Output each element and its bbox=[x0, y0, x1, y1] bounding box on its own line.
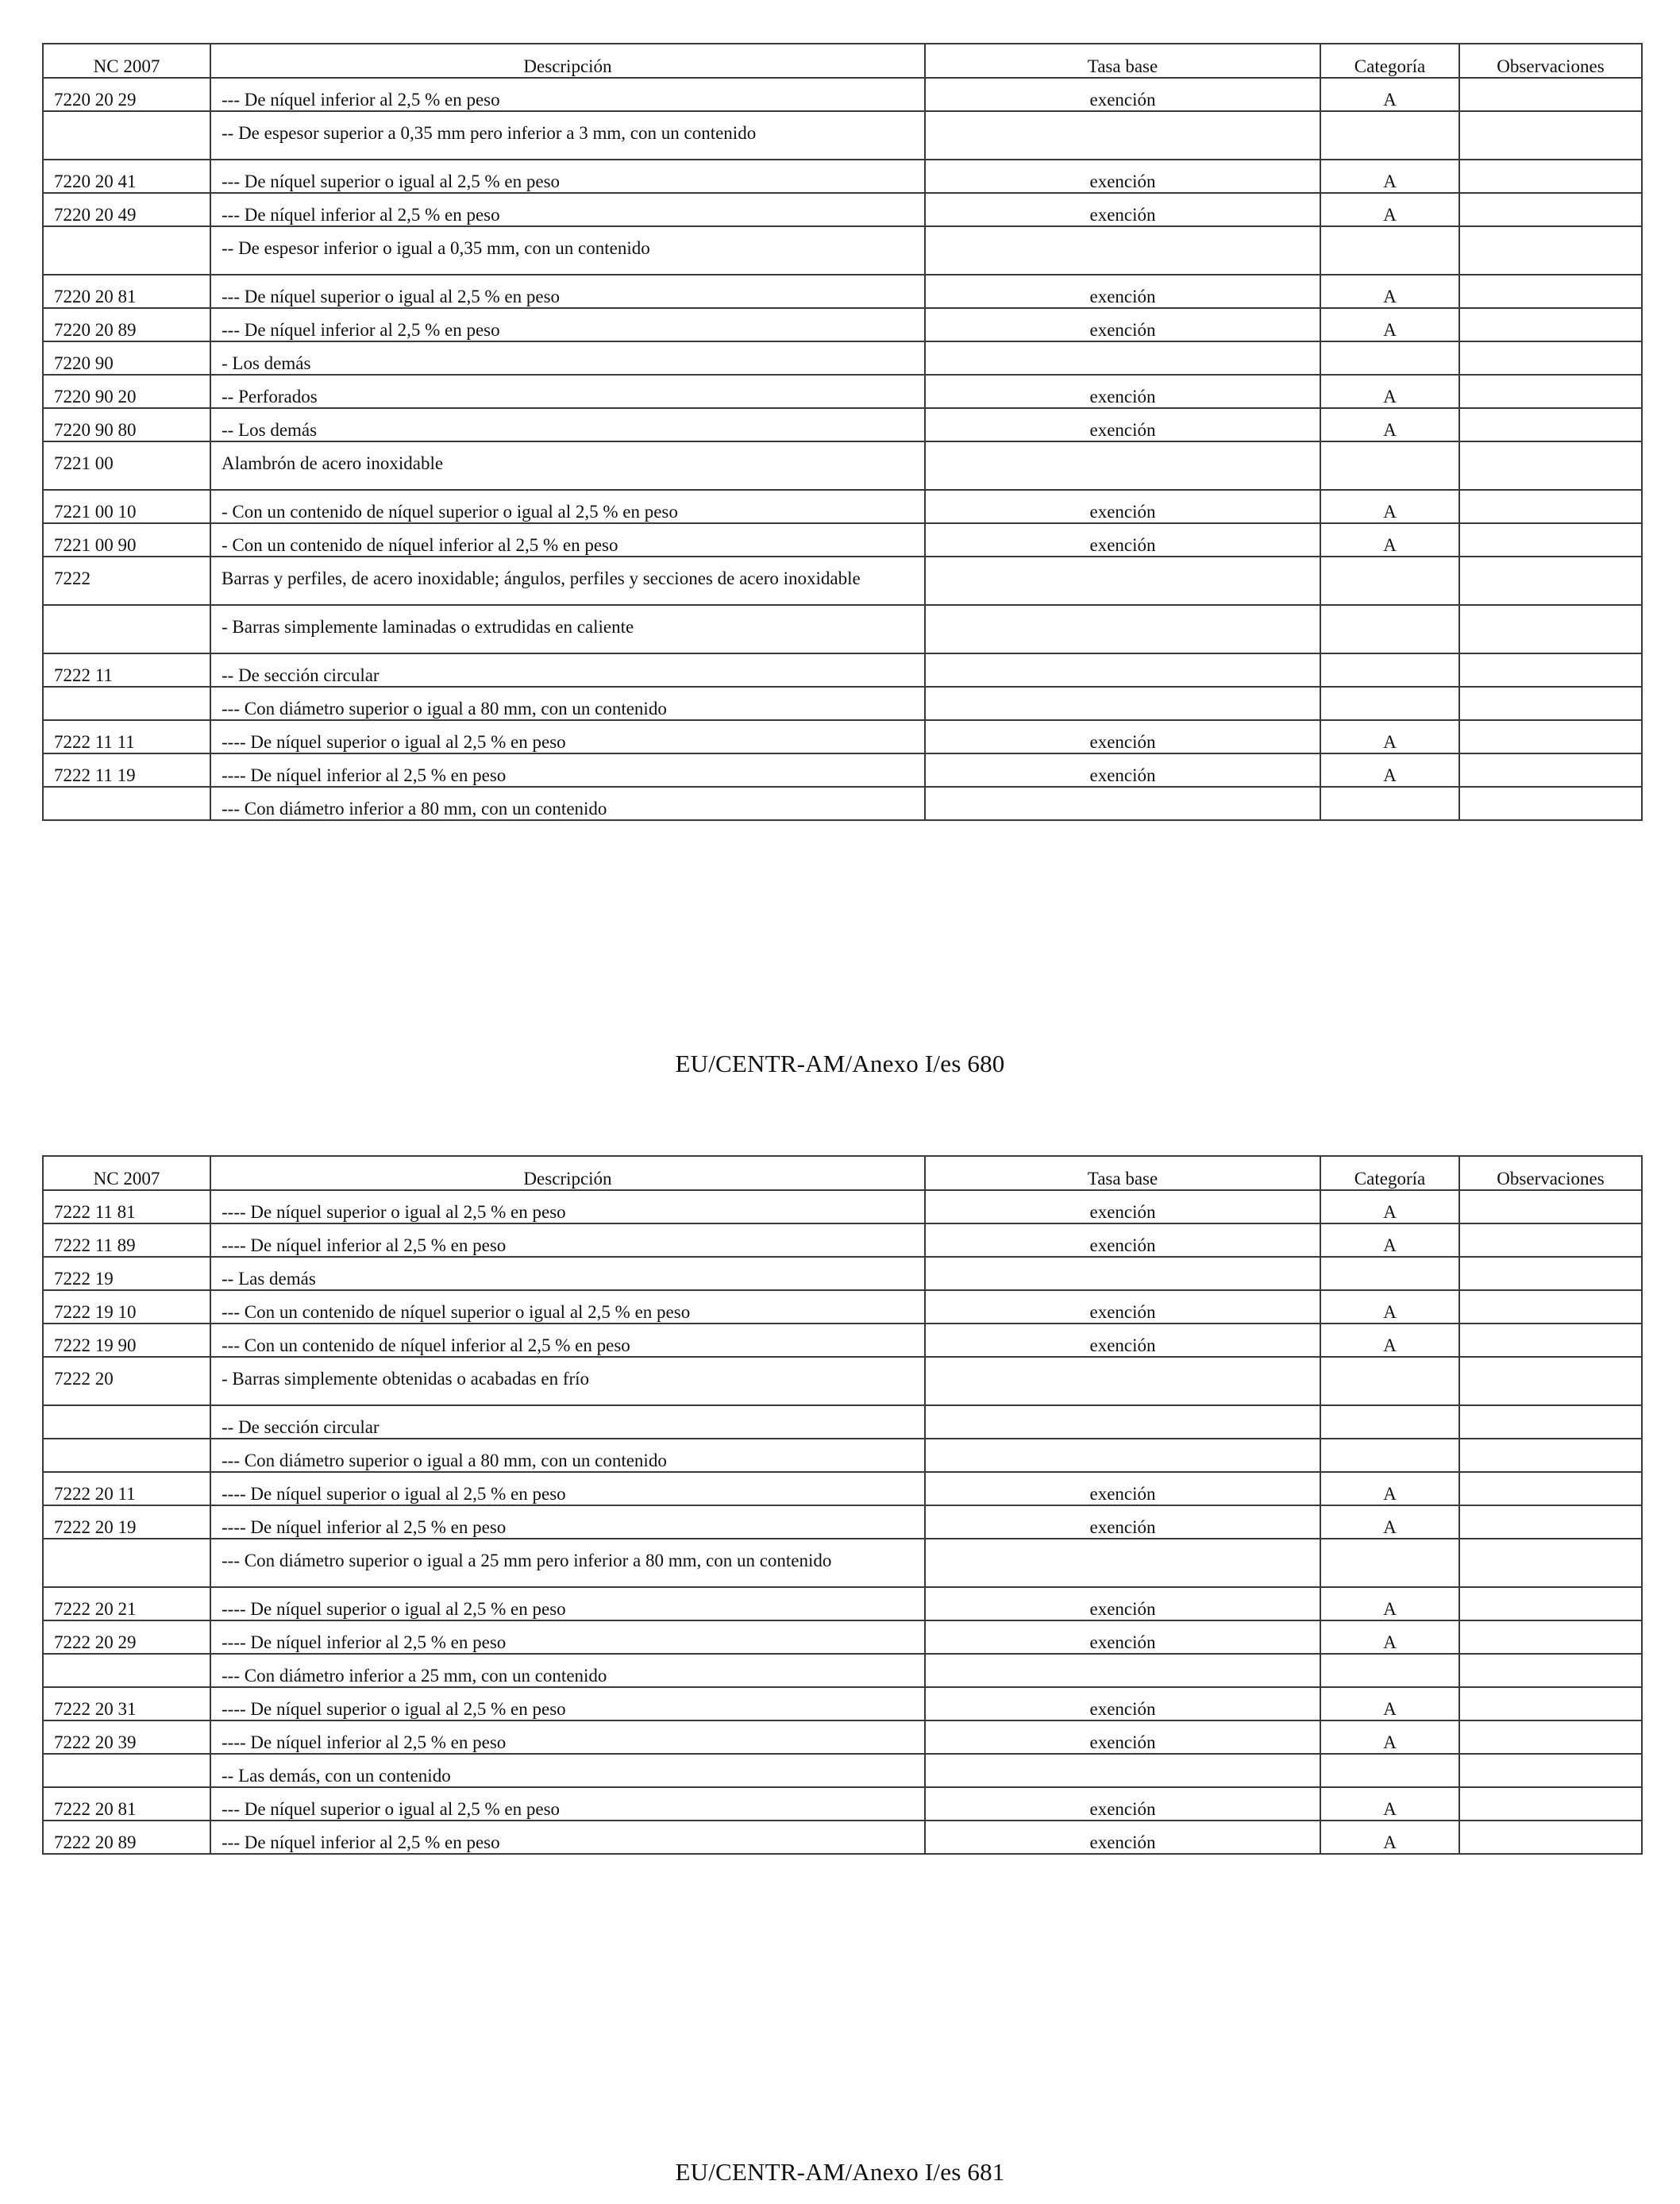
table-row bbox=[43, 753, 1642, 787]
cell-description: - Los demás bbox=[210, 341, 925, 375]
cell-description: --- Con un contenido de níquel superior o igual al 2,5 % en peso bbox=[210, 1290, 925, 1324]
cell-observations bbox=[1459, 193, 1642, 226]
cell-nc: 7220 90 bbox=[43, 341, 210, 375]
cell-observations bbox=[1459, 1439, 1642, 1472]
tariff-table bbox=[42, 1155, 1643, 1855]
cell-rate: exención bbox=[925, 1190, 1320, 1223]
table-row bbox=[43, 1587, 1642, 1620]
cell-rate: exención bbox=[925, 308, 1320, 341]
cell-category bbox=[1320, 441, 1459, 490]
cell-nc bbox=[43, 1405, 210, 1439]
cell-nc: 7222 20 89 bbox=[43, 1821, 210, 1854]
cell-observations bbox=[1459, 408, 1642, 441]
cell-category: A bbox=[1320, 78, 1459, 111]
table-row bbox=[43, 1687, 1642, 1720]
cell-description: ---- De níquel superior o igual al 2,5 % en peso bbox=[210, 1190, 925, 1223]
cell-category: A bbox=[1320, 1720, 1459, 1754]
tariff-table bbox=[42, 43, 1643, 821]
cell-nc: 7222 20 bbox=[43, 1357, 210, 1405]
cell-rate bbox=[925, 1654, 1320, 1687]
cell-description: -- De espesor inferior o igual a 0,35 mm, con un contenido bbox=[210, 226, 925, 275]
cell-category: A bbox=[1320, 1587, 1459, 1620]
cell-nc: 7222 11 19 bbox=[43, 753, 210, 787]
cell-description: --- De níquel inferior al 2,5 % en peso bbox=[210, 308, 925, 341]
cell-observations bbox=[1459, 1754, 1642, 1787]
cell-rate: exención bbox=[925, 1787, 1320, 1821]
cell-observations bbox=[1459, 490, 1642, 523]
cell-rate: exención bbox=[925, 1687, 1320, 1720]
cell-description: -- Los demás bbox=[210, 408, 925, 441]
table-row bbox=[43, 1720, 1642, 1754]
cell-observations bbox=[1459, 78, 1642, 111]
cell-description: --- Con diámetro superior o igual a 25 mm pero inferior a 80 mm, con un contenido bbox=[210, 1539, 925, 1587]
cell-category: A bbox=[1320, 1620, 1459, 1654]
cell-category: A bbox=[1320, 1223, 1459, 1257]
cell-category: A bbox=[1320, 720, 1459, 753]
cell-description: - Barras simplemente laminadas o extrudidas en caliente bbox=[210, 605, 925, 653]
cell-rate: exención bbox=[925, 375, 1320, 408]
cell-nc bbox=[43, 1754, 210, 1787]
cell-observations bbox=[1459, 1290, 1642, 1324]
table-row bbox=[43, 160, 1642, 193]
cell-rate: exención bbox=[925, 78, 1320, 111]
header-description: Descripción bbox=[210, 1156, 925, 1190]
cell-observations bbox=[1459, 523, 1642, 557]
cell-rate: exención bbox=[925, 1620, 1320, 1654]
cell-description: - Barras simplemente obtenidas o acabadas en frío bbox=[210, 1357, 925, 1405]
table-row bbox=[43, 408, 1642, 441]
table-row bbox=[43, 1223, 1642, 1257]
cell-nc bbox=[43, 1654, 210, 1687]
cell-observations bbox=[1459, 111, 1642, 160]
cell-nc: 7220 90 20 bbox=[43, 375, 210, 408]
cell-observations bbox=[1459, 720, 1642, 753]
cell-description: -- Las demás bbox=[210, 1257, 925, 1290]
cell-observations bbox=[1459, 787, 1642, 820]
cell-rate: exención bbox=[925, 408, 1320, 441]
table-row bbox=[43, 605, 1642, 653]
cell-rate bbox=[925, 787, 1320, 820]
cell-rate: exención bbox=[925, 1472, 1320, 1505]
table-row bbox=[43, 226, 1642, 275]
header-category: Categoría bbox=[1320, 44, 1459, 78]
table-body bbox=[43, 78, 1642, 820]
table-row bbox=[43, 1472, 1642, 1505]
cell-rate bbox=[925, 1257, 1320, 1290]
cell-nc bbox=[43, 111, 210, 160]
table-row bbox=[43, 275, 1642, 308]
cell-nc: 7222 20 39 bbox=[43, 1720, 210, 1754]
cell-nc: 7222 11 81 bbox=[43, 1190, 210, 1223]
cell-category bbox=[1320, 1405, 1459, 1439]
cell-nc: 7222 19 bbox=[43, 1257, 210, 1290]
table-row bbox=[43, 490, 1642, 523]
cell-observations bbox=[1459, 1620, 1642, 1654]
cell-rate bbox=[925, 441, 1320, 490]
cell-nc: 7220 20 49 bbox=[43, 193, 210, 226]
cell-rate: exención bbox=[925, 160, 1320, 193]
cell-description: ---- De níquel inferior al 2,5 % en peso bbox=[210, 1720, 925, 1754]
table-row bbox=[43, 1439, 1642, 1472]
cell-category bbox=[1320, 1357, 1459, 1405]
cell-observations bbox=[1459, 1539, 1642, 1587]
cell-nc bbox=[43, 1439, 210, 1472]
cell-rate: exención bbox=[925, 1720, 1320, 1754]
header-nc: NC 2007 bbox=[43, 44, 210, 78]
cell-category: A bbox=[1320, 160, 1459, 193]
table-row bbox=[43, 1539, 1642, 1587]
cell-rate: exención bbox=[925, 753, 1320, 787]
cell-nc: 7221 00 bbox=[43, 441, 210, 490]
table-row bbox=[43, 375, 1642, 408]
cell-observations bbox=[1459, 308, 1642, 341]
cell-category bbox=[1320, 605, 1459, 653]
cell-observations bbox=[1459, 605, 1642, 653]
cell-description: --- De níquel superior o igual al 2,5 % en peso bbox=[210, 275, 925, 308]
page-footer: EU/CENTR-AM/Anexo I/es 681 bbox=[675, 2158, 1005, 2186]
cell-description: -- De sección circular bbox=[210, 653, 925, 687]
cell-rate bbox=[925, 341, 1320, 375]
cell-description: ---- De níquel inferior al 2,5 % en peso bbox=[210, 753, 925, 787]
cell-category bbox=[1320, 1257, 1459, 1290]
cell-category bbox=[1320, 1439, 1459, 1472]
cell-category bbox=[1320, 1754, 1459, 1787]
cell-nc: 7222 11 bbox=[43, 653, 210, 687]
cell-observations bbox=[1459, 341, 1642, 375]
cell-description: Alambrón de acero inoxidable bbox=[210, 441, 925, 490]
cell-category: A bbox=[1320, 1290, 1459, 1324]
table-row bbox=[43, 1754, 1642, 1787]
cell-description: --- De níquel inferior al 2,5 % en peso bbox=[210, 193, 925, 226]
cell-category: A bbox=[1320, 408, 1459, 441]
cell-description: --- De níquel inferior al 2,5 % en peso bbox=[210, 1821, 925, 1854]
cell-nc bbox=[43, 226, 210, 275]
table-header-row bbox=[43, 1156, 1642, 1190]
cell-description: -- Las demás, con un contenido bbox=[210, 1754, 925, 1787]
table-header-row bbox=[43, 44, 1642, 78]
cell-category bbox=[1320, 1654, 1459, 1687]
cell-observations bbox=[1459, 1223, 1642, 1257]
cell-nc bbox=[43, 787, 210, 820]
table-row bbox=[43, 1505, 1642, 1539]
cell-nc: 7222 19 10 bbox=[43, 1290, 210, 1324]
cell-nc: 7222 20 19 bbox=[43, 1505, 210, 1539]
table-row bbox=[43, 1821, 1642, 1854]
cell-category: A bbox=[1320, 375, 1459, 408]
cell-description: --- De níquel inferior al 2,5 % en peso bbox=[210, 78, 925, 111]
cell-rate: exención bbox=[925, 490, 1320, 523]
cell-category: A bbox=[1320, 1324, 1459, 1357]
cell-rate: exención bbox=[925, 1290, 1320, 1324]
cell-nc: 7222 20 31 bbox=[43, 1687, 210, 1720]
cell-category: A bbox=[1320, 1687, 1459, 1720]
table-row bbox=[43, 78, 1642, 111]
cell-rate: exención bbox=[925, 1587, 1320, 1620]
header-rate: Tasa base bbox=[925, 1156, 1320, 1190]
cell-observations bbox=[1459, 1654, 1642, 1687]
cell-description: ---- De níquel superior o igual al 2,5 % en peso bbox=[210, 1587, 925, 1620]
cell-observations bbox=[1459, 1787, 1642, 1821]
cell-observations bbox=[1459, 1324, 1642, 1357]
cell-nc: 7220 20 29 bbox=[43, 78, 210, 111]
cell-nc bbox=[43, 687, 210, 720]
header-category: Categoría bbox=[1320, 1156, 1459, 1190]
cell-description: - Con un contenido de níquel superior o igual al 2,5 % en peso bbox=[210, 490, 925, 523]
cell-description: --- Con diámetro inferior a 80 mm, con un contenido bbox=[210, 787, 925, 820]
cell-description: -- De espesor superior a 0,35 mm pero inferior a 3 mm, con un contenido bbox=[210, 111, 925, 160]
cell-nc: 7222 20 11 bbox=[43, 1472, 210, 1505]
cell-description: Barras y perfiles, de acero inoxidable; ángulos, perfiles y secciones de acero inoxidable bbox=[210, 557, 925, 605]
cell-nc: 7221 00 90 bbox=[43, 523, 210, 557]
cell-rate: exención bbox=[925, 1324, 1320, 1357]
page-footer: EU/CENTR-AM/Anexo I/es 680 bbox=[675, 1050, 1005, 1077]
cell-description: --- De níquel superior o igual al 2,5 % en peso bbox=[210, 160, 925, 193]
cell-nc: 7221 00 10 bbox=[43, 490, 210, 523]
table-row bbox=[43, 1290, 1642, 1324]
cell-observations bbox=[1459, 1257, 1642, 1290]
cell-description: --- Con diámetro inferior a 25 mm, con un contenido bbox=[210, 1654, 925, 1687]
cell-description: - Con un contenido de níquel inferior al 2,5 % en peso bbox=[210, 523, 925, 557]
table-row bbox=[43, 111, 1642, 160]
cell-observations bbox=[1459, 687, 1642, 720]
cell-description: -- De sección circular bbox=[210, 1405, 925, 1439]
cell-rate bbox=[925, 111, 1320, 160]
table-row bbox=[43, 1190, 1642, 1223]
table-body bbox=[43, 1190, 1642, 1854]
cell-observations bbox=[1459, 1505, 1642, 1539]
cell-category bbox=[1320, 787, 1459, 820]
cell-rate bbox=[925, 1539, 1320, 1587]
cell-nc: 7220 20 89 bbox=[43, 308, 210, 341]
cell-rate: exención bbox=[925, 275, 1320, 308]
table-row bbox=[43, 653, 1642, 687]
cell-observations bbox=[1459, 1587, 1642, 1620]
cell-description: ---- De níquel superior o igual al 2,5 % en peso bbox=[210, 1687, 925, 1720]
cell-nc: 7222 11 89 bbox=[43, 1223, 210, 1257]
cell-observations bbox=[1459, 1720, 1642, 1754]
cell-category: A bbox=[1320, 193, 1459, 226]
cell-nc: 7220 20 81 bbox=[43, 275, 210, 308]
cell-observations bbox=[1459, 1405, 1642, 1439]
cell-observations bbox=[1459, 441, 1642, 490]
table-row bbox=[43, 1405, 1642, 1439]
cell-nc: 7222 20 21 bbox=[43, 1587, 210, 1620]
header-observations: Observaciones bbox=[1459, 1156, 1642, 1190]
cell-category bbox=[1320, 1539, 1459, 1587]
header-rate: Tasa base bbox=[925, 44, 1320, 78]
cell-category bbox=[1320, 653, 1459, 687]
cell-description: --- Con diámetro superior o igual a 80 mm, con un contenido bbox=[210, 1439, 925, 1472]
cell-rate bbox=[925, 1754, 1320, 1787]
cell-category bbox=[1320, 687, 1459, 720]
cell-category bbox=[1320, 111, 1459, 160]
table-row bbox=[43, 1787, 1642, 1821]
table-row bbox=[43, 1324, 1642, 1357]
table-row bbox=[43, 787, 1642, 820]
table-row bbox=[43, 687, 1642, 720]
cell-rate: exención bbox=[925, 1223, 1320, 1257]
cell-nc: 7222 11 11 bbox=[43, 720, 210, 753]
cell-category: A bbox=[1320, 1821, 1459, 1854]
cell-observations bbox=[1459, 1472, 1642, 1505]
cell-category: A bbox=[1320, 523, 1459, 557]
cell-category: A bbox=[1320, 275, 1459, 308]
cell-category: A bbox=[1320, 1505, 1459, 1539]
cell-nc: 7220 90 80 bbox=[43, 408, 210, 441]
header-nc: NC 2007 bbox=[43, 1156, 210, 1190]
cell-rate: exención bbox=[925, 720, 1320, 753]
cell-description: ---- De níquel superior o igual al 2,5 % en peso bbox=[210, 720, 925, 753]
cell-rate bbox=[925, 605, 1320, 653]
cell-category: A bbox=[1320, 1472, 1459, 1505]
cell-observations bbox=[1459, 753, 1642, 787]
table-row bbox=[43, 341, 1642, 375]
table-row bbox=[43, 1257, 1642, 1290]
cell-category: A bbox=[1320, 1787, 1459, 1821]
cell-rate bbox=[925, 653, 1320, 687]
cell-rate bbox=[925, 557, 1320, 605]
cell-description: ---- De níquel inferior al 2,5 % en peso bbox=[210, 1620, 925, 1654]
cell-category: A bbox=[1320, 490, 1459, 523]
cell-category: A bbox=[1320, 308, 1459, 341]
cell-category: A bbox=[1320, 753, 1459, 787]
cell-description: -- Perforados bbox=[210, 375, 925, 408]
cell-observations bbox=[1459, 1190, 1642, 1223]
cell-rate: exención bbox=[925, 193, 1320, 226]
cell-category: A bbox=[1320, 1190, 1459, 1223]
cell-rate bbox=[925, 1405, 1320, 1439]
table-row bbox=[43, 441, 1642, 490]
cell-rate: exención bbox=[925, 1505, 1320, 1539]
cell-description: --- De níquel superior o igual al 2,5 % en peso bbox=[210, 1787, 925, 1821]
cell-rate bbox=[925, 687, 1320, 720]
table-row bbox=[43, 193, 1642, 226]
cell-category bbox=[1320, 341, 1459, 375]
cell-rate: exención bbox=[925, 523, 1320, 557]
cell-nc: 7222 bbox=[43, 557, 210, 605]
cell-category bbox=[1320, 557, 1459, 605]
table-row bbox=[43, 308, 1642, 341]
cell-description: ---- De níquel superior o igual al 2,5 % en peso bbox=[210, 1472, 925, 1505]
cell-observations bbox=[1459, 1821, 1642, 1854]
cell-description: ---- De níquel inferior al 2,5 % en peso bbox=[210, 1505, 925, 1539]
header-description: Descripción bbox=[210, 44, 925, 78]
cell-observations bbox=[1459, 1357, 1642, 1405]
cell-description: --- Con diámetro superior o igual a 80 mm, con un contenido bbox=[210, 687, 925, 720]
cell-observations bbox=[1459, 653, 1642, 687]
cell-observations bbox=[1459, 160, 1642, 193]
cell-category bbox=[1320, 226, 1459, 275]
cell-observations bbox=[1459, 557, 1642, 605]
table-row bbox=[43, 1654, 1642, 1687]
table-row bbox=[43, 523, 1642, 557]
cell-observations bbox=[1459, 375, 1642, 408]
cell-nc: 7222 19 90 bbox=[43, 1324, 210, 1357]
cell-description: ---- De níquel inferior al 2,5 % en peso bbox=[210, 1223, 925, 1257]
cell-rate: exención bbox=[925, 1821, 1320, 1854]
cell-description: --- Con un contenido de níquel inferior al 2,5 % en peso bbox=[210, 1324, 925, 1357]
cell-nc: 7220 20 41 bbox=[43, 160, 210, 193]
cell-observations bbox=[1459, 275, 1642, 308]
cell-nc: 7222 20 29 bbox=[43, 1620, 210, 1654]
table-row bbox=[43, 557, 1642, 605]
header-observations: Observaciones bbox=[1459, 44, 1642, 78]
cell-nc bbox=[43, 1539, 210, 1587]
cell-observations bbox=[1459, 226, 1642, 275]
cell-rate bbox=[925, 1439, 1320, 1472]
cell-rate bbox=[925, 1357, 1320, 1405]
table-row bbox=[43, 1357, 1642, 1405]
cell-nc bbox=[43, 605, 210, 653]
cell-nc: 7222 20 81 bbox=[43, 1787, 210, 1821]
table-row bbox=[43, 720, 1642, 753]
table-row bbox=[43, 1620, 1642, 1654]
cell-rate bbox=[925, 226, 1320, 275]
cell-observations bbox=[1459, 1687, 1642, 1720]
